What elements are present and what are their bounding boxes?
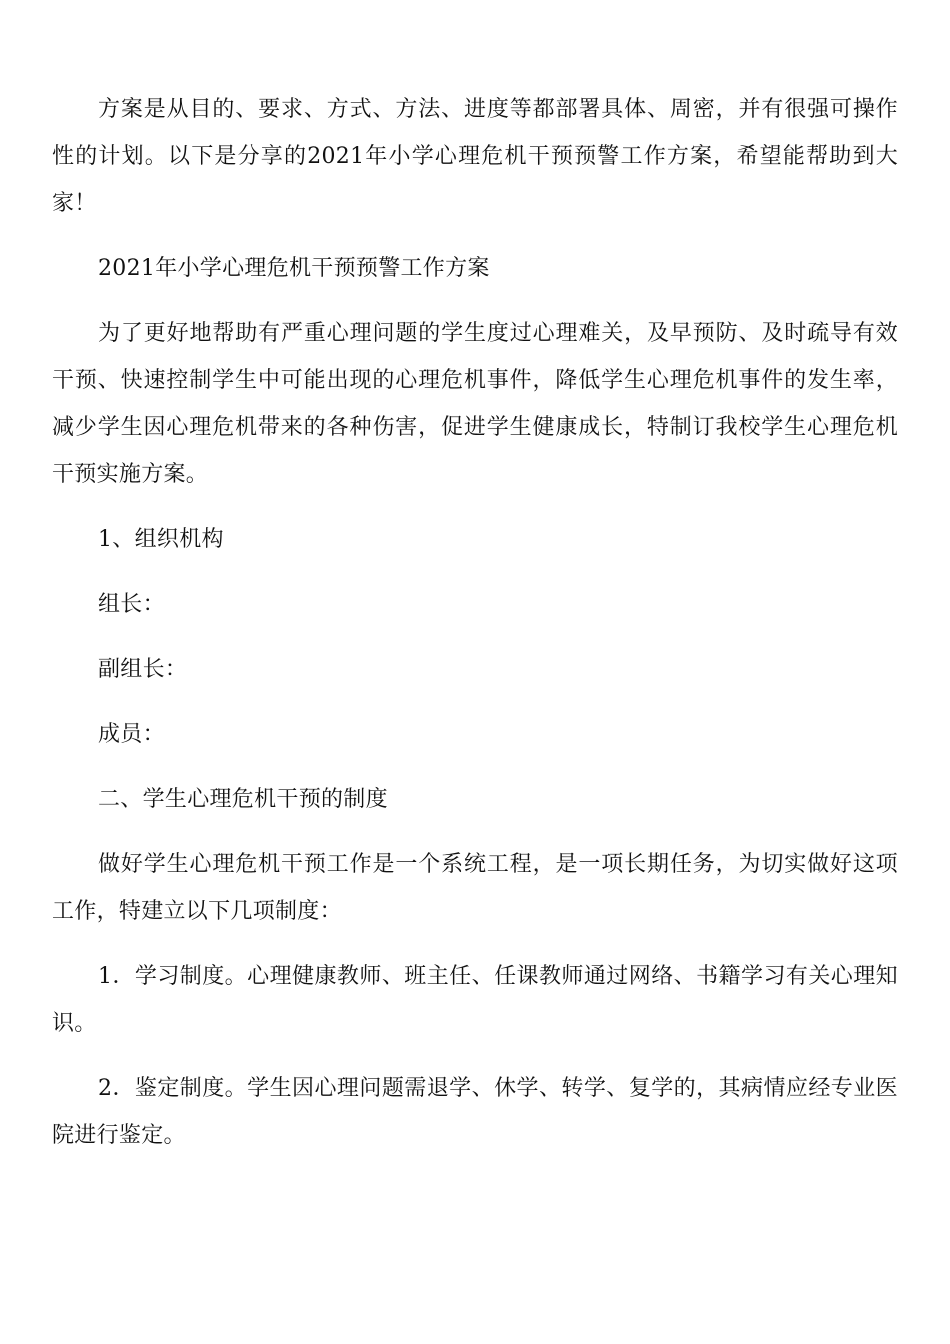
intro-paragraph: 方案是从目的、要求、方式、方法、进度等都部署具体、周密，并有很强可操作性的计划。以下是分享的2021年小学心理危机干预预警工作方案，希望能帮助到大家！ (52, 97, 898, 216)
section-heading-organization: 1、组织机构 (98, 527, 224, 552)
study-system-item: 1．学习制度。心理健康教师、班主任、任课教师通过网络、书籍学习有关心理知识。 (52, 964, 898, 1036)
deputy-leader-line: 副组长： (98, 657, 188, 682)
assessment-system-item: 2．鉴定制度。学生因心理问题需退学、休学、转学、复学的，其病情应经专业医院进行鉴定。 (52, 1076, 898, 1148)
group-leader-line: 组长： (98, 592, 165, 617)
members-line: 成员： (98, 722, 165, 747)
purpose-paragraph: 为了更好地帮助有严重心理问题的学生度过心理难关，及早预防、及时疏导有效干预、快速控制学生中可能出现的心理危机事件，降低学生心理危机事件的发生率，减少学生因心理危机带来的各种伤害，促进学生健康成长，特制订我校学生心理危机干预实施方案。 (52, 321, 898, 487)
system-intro-paragraph: 做好学生心理危机干预工作是一个系统工程，是一项长期任务，为切实做好这项工作，特建立以下几项制度： (52, 852, 898, 924)
document-title: 2021年小学心理危机干预预警工作方案 (98, 256, 490, 281)
section-heading-system: 二、学生心理危机干预的制度 (98, 787, 388, 812)
